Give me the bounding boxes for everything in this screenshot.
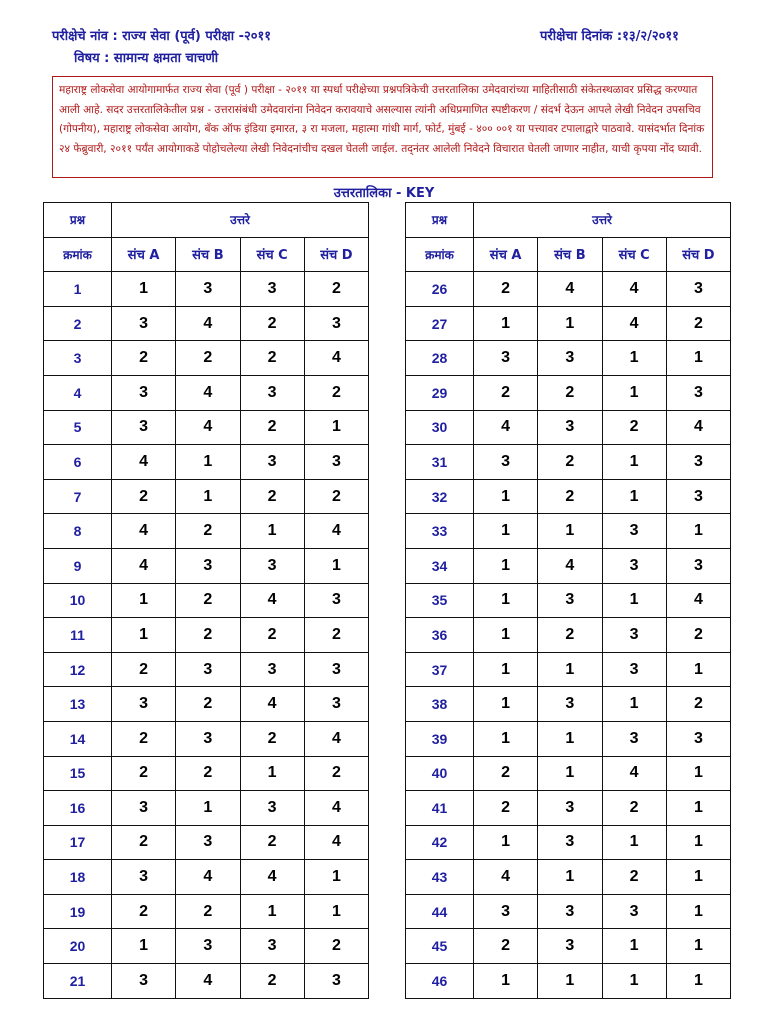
answer-rows-left (44, 272, 369, 998)
answer-set-b: 2 (176, 341, 240, 376)
answer-set-a: 3 (112, 410, 176, 445)
answer-set-a: 1 (474, 721, 538, 756)
answer-set-b: 1 (538, 652, 602, 687)
answer-set-b: 4 (176, 375, 240, 410)
answer-set-c: 3 (240, 548, 304, 583)
answer-set-d: 2 (666, 618, 730, 653)
answer-set-b: 1 (538, 860, 602, 895)
answer-set-d: 3 (304, 687, 368, 722)
set-a-header: संच A (474, 237, 538, 272)
question-number: 18 (44, 860, 112, 895)
table-row (406, 618, 731, 653)
table-row (44, 548, 369, 583)
answer-set-c: 1 (602, 583, 666, 618)
answer-set-d: 2 (666, 687, 730, 722)
answer-set-a: 3 (112, 860, 176, 895)
answer-set-b: 2 (176, 687, 240, 722)
answer-set-c: 2 (602, 860, 666, 895)
question-number: 38 (406, 687, 474, 722)
answer-set-a: 2 (474, 791, 538, 826)
answer-set-c: 4 (240, 583, 304, 618)
answer-set-b: 3 (538, 341, 602, 376)
table-row (44, 687, 369, 722)
answer-set-d: 4 (304, 514, 368, 549)
answer-set-a: 3 (474, 445, 538, 480)
question-number: 29 (406, 375, 474, 410)
answer-set-d: 1 (304, 410, 368, 445)
question-number: 14 (44, 721, 112, 756)
answer-set-b: 2 (176, 894, 240, 929)
answer-set-a: 2 (474, 929, 538, 964)
answer-set-d: 2 (304, 929, 368, 964)
question-number: 16 (44, 791, 112, 826)
answer-set-c: 3 (240, 791, 304, 826)
answer-key-title: उत्तरतालिका - KEY (333, 186, 435, 201)
answer-set-a: 2 (474, 756, 538, 791)
table-row (44, 375, 369, 410)
question-number: 36 (406, 618, 474, 653)
question-number: 20 (44, 929, 112, 964)
answer-set-a: 3 (112, 306, 176, 341)
table-row (44, 583, 369, 618)
answer-set-d: 2 (304, 479, 368, 514)
table-row (44, 756, 369, 791)
question-number: 45 (406, 929, 474, 964)
answer-set-c: 1 (602, 479, 666, 514)
table-row (44, 618, 369, 653)
answer-set-b: 3 (538, 687, 602, 722)
answer-set-c: 3 (240, 652, 304, 687)
answer-set-d: 4 (304, 791, 368, 826)
answer-set-b: 1 (176, 479, 240, 514)
answer-set-a: 4 (474, 410, 538, 445)
answer-set-d: 1 (304, 860, 368, 895)
answer-set-a: 1 (474, 583, 538, 618)
answer-set-a: 2 (112, 894, 176, 929)
answer-set-d: 2 (304, 375, 368, 410)
answer-set-d: 1 (304, 894, 368, 929)
answer-set-b: 3 (176, 652, 240, 687)
question-number: 3 (44, 341, 112, 376)
answer-set-c: 3 (240, 375, 304, 410)
answer-set-d: 4 (304, 825, 368, 860)
answer-set-b: 2 (538, 445, 602, 480)
answer-set-c: 1 (602, 964, 666, 999)
question-number: 5 (44, 410, 112, 445)
question-header: प्रश्न (44, 203, 112, 238)
answer-set-a: 1 (474, 548, 538, 583)
answer-set-a: 2 (112, 721, 176, 756)
set-b-header: संच B (176, 237, 240, 272)
answer-set-c: 3 (602, 514, 666, 549)
answer-set-a: 4 (112, 445, 176, 480)
table-row (44, 894, 369, 929)
answers-header: उत्तरे (474, 203, 731, 238)
answer-set-c: 2 (602, 791, 666, 826)
answer-set-b: 3 (538, 583, 602, 618)
answer-set-c: 3 (602, 652, 666, 687)
answer-set-b: 3 (176, 272, 240, 307)
answer-set-a: 2 (112, 341, 176, 376)
table-row (406, 583, 731, 618)
answer-set-a: 3 (112, 687, 176, 722)
answer-set-c: 2 (240, 721, 304, 756)
answer-set-c: 4 (602, 756, 666, 791)
answer-set-c: 2 (240, 825, 304, 860)
answer-set-b: 4 (176, 306, 240, 341)
table-row (406, 652, 731, 687)
answer-set-d: 4 (666, 583, 730, 618)
answer-set-d: 3 (304, 964, 368, 999)
answer-set-d: 3 (666, 548, 730, 583)
answer-set-b: 3 (538, 929, 602, 964)
answer-set-b: 2 (176, 583, 240, 618)
answer-set-b: 2 (176, 756, 240, 791)
answer-set-a: 2 (474, 375, 538, 410)
notice-box (52, 76, 713, 178)
answer-set-d: 1 (304, 548, 368, 583)
table-row (406, 445, 731, 480)
answer-set-b: 4 (176, 964, 240, 999)
answer-set-d: 1 (666, 860, 730, 895)
table-row (406, 756, 731, 791)
question-number: 6 (44, 445, 112, 480)
answer-set-b: 4 (176, 410, 240, 445)
answer-set-d: 3 (666, 272, 730, 307)
answer-set-a: 1 (112, 618, 176, 653)
answer-set-d: 1 (666, 756, 730, 791)
answer-set-d: 2 (666, 306, 730, 341)
question-header: प्रश्न (406, 203, 474, 238)
question-number: 46 (406, 964, 474, 999)
question-number: 21 (44, 964, 112, 999)
answer-set-c: 1 (240, 894, 304, 929)
answer-set-b: 1 (538, 514, 602, 549)
set-c-header: संच C (602, 237, 666, 272)
table-row (406, 894, 731, 929)
answer-set-a: 1 (474, 652, 538, 687)
answer-set-b: 2 (176, 618, 240, 653)
answer-set-b: 3 (538, 894, 602, 929)
table-row (406, 514, 731, 549)
answer-set-b: 4 (176, 860, 240, 895)
answer-set-a: 3 (112, 791, 176, 826)
answer-set-d: 3 (304, 306, 368, 341)
question-number: 9 (44, 548, 112, 583)
answer-set-d: 4 (304, 341, 368, 376)
table-row (406, 964, 731, 999)
question-number: 1 (44, 272, 112, 307)
answer-set-d: 2 (304, 618, 368, 653)
answer-set-a: 4 (474, 860, 538, 895)
answer-set-b: 3 (176, 825, 240, 860)
answer-set-a: 3 (474, 341, 538, 376)
answer-set-c: 1 (602, 445, 666, 480)
answer-set-c: 1 (602, 341, 666, 376)
table-row (406, 929, 731, 964)
answer-set-b: 2 (176, 514, 240, 549)
answer-set-b: 1 (538, 721, 602, 756)
question-number: 40 (406, 756, 474, 791)
answer-set-d: 3 (304, 652, 368, 687)
answer-set-d: 4 (304, 721, 368, 756)
table-row (406, 341, 731, 376)
table-row (44, 721, 369, 756)
question-number: 7 (44, 479, 112, 514)
table-row (44, 445, 369, 480)
answer-set-a: 2 (112, 652, 176, 687)
answer-set-b: 1 (176, 445, 240, 480)
answer-set-d: 1 (666, 964, 730, 999)
table-row (406, 687, 731, 722)
answer-set-b: 4 (538, 548, 602, 583)
answer-set-a: 2 (474, 272, 538, 307)
answer-set-a: 1 (474, 479, 538, 514)
table-row (406, 479, 731, 514)
table-row (44, 272, 369, 307)
answer-set-d: 3 (666, 375, 730, 410)
answer-set-c: 3 (602, 721, 666, 756)
question-number: 37 (406, 652, 474, 687)
question-number: 31 (406, 445, 474, 480)
answer-set-c: 2 (240, 341, 304, 376)
answer-set-b: 3 (176, 548, 240, 583)
table-row (44, 860, 369, 895)
answer-set-a: 1 (474, 825, 538, 860)
table-row (44, 514, 369, 549)
answer-set-b: 1 (538, 306, 602, 341)
answer-set-c: 3 (240, 445, 304, 480)
set-b-header: संच B (538, 237, 602, 272)
answer-set-b: 4 (538, 272, 602, 307)
answer-set-a: 4 (112, 548, 176, 583)
question-number: 41 (406, 791, 474, 826)
table-row (406, 548, 731, 583)
answer-set-d: 3 (666, 721, 730, 756)
answer-set-b: 1 (176, 791, 240, 826)
answer-set-d: 3 (304, 445, 368, 480)
answer-set-a: 1 (474, 687, 538, 722)
question-number: 30 (406, 410, 474, 445)
table-row (406, 306, 731, 341)
table-row (44, 791, 369, 826)
question-number: 26 (406, 272, 474, 307)
answer-key-table-left (43, 202, 369, 999)
table-row (406, 721, 731, 756)
answer-set-c: 3 (240, 272, 304, 307)
answer-set-d: 3 (666, 479, 730, 514)
answer-key-table-right (405, 202, 731, 999)
table-row (44, 479, 369, 514)
answer-set-c: 2 (240, 306, 304, 341)
table-row (406, 825, 731, 860)
answer-set-a: 2 (112, 756, 176, 791)
table-row (406, 860, 731, 895)
table-row (406, 791, 731, 826)
answer-set-c: 4 (602, 272, 666, 307)
table-row (44, 410, 369, 445)
number-header: क्रमांक (44, 237, 112, 272)
question-number: 28 (406, 341, 474, 376)
answer-set-c: 4 (240, 687, 304, 722)
table-row (406, 272, 731, 307)
answer-set-a: 3 (474, 894, 538, 929)
table-row (44, 964, 369, 999)
question-number: 43 (406, 860, 474, 895)
exam-date: परीक्षेचा दिनांक :१३/२/२०११ (540, 29, 679, 44)
answer-set-d: 3 (304, 583, 368, 618)
answer-set-c: 2 (602, 410, 666, 445)
set-d-header: संच D (304, 237, 368, 272)
answer-set-c: 3 (602, 618, 666, 653)
question-number: 15 (44, 756, 112, 791)
question-number: 19 (44, 894, 112, 929)
answer-set-d: 1 (666, 791, 730, 826)
set-c-header: संच C (240, 237, 304, 272)
table-row (44, 652, 369, 687)
table-row (44, 929, 369, 964)
answer-set-a: 1 (112, 583, 176, 618)
answer-set-c: 3 (602, 894, 666, 929)
answer-set-a: 1 (474, 306, 538, 341)
answer-set-b: 3 (538, 410, 602, 445)
question-number: 44 (406, 894, 474, 929)
answer-set-d: 1 (666, 929, 730, 964)
answer-set-d: 3 (666, 445, 730, 480)
question-number: 39 (406, 721, 474, 756)
answer-set-d: 1 (666, 652, 730, 687)
answer-set-b: 3 (176, 721, 240, 756)
table-row (44, 341, 369, 376)
answer-set-a: 3 (112, 375, 176, 410)
exam-name: परीक्षेचे नांव : राज्य सेवा (पूर्व) परीक्षा -२०११ (52, 29, 272, 44)
table-row (406, 410, 731, 445)
answer-set-b: 1 (538, 756, 602, 791)
answer-set-d: 2 (304, 756, 368, 791)
answer-set-c: 4 (240, 860, 304, 895)
question-number: 42 (406, 825, 474, 860)
answer-set-c: 2 (240, 964, 304, 999)
table-row (406, 375, 731, 410)
answer-set-d: 1 (666, 341, 730, 376)
answer-set-c: 1 (602, 929, 666, 964)
question-number: 27 (406, 306, 474, 341)
question-number: 10 (44, 583, 112, 618)
answer-set-c: 3 (602, 548, 666, 583)
answer-set-b: 2 (538, 618, 602, 653)
question-number: 2 (44, 306, 112, 341)
question-number: 4 (44, 375, 112, 410)
answer-set-b: 3 (538, 791, 602, 826)
answer-set-c: 1 (240, 514, 304, 549)
set-d-header: संच D (666, 237, 730, 272)
question-number: 8 (44, 514, 112, 549)
answer-set-d: 1 (666, 514, 730, 549)
table-row (44, 306, 369, 341)
question-number: 17 (44, 825, 112, 860)
question-number: 35 (406, 583, 474, 618)
answer-set-c: 2 (240, 618, 304, 653)
answer-set-c: 2 (240, 479, 304, 514)
answer-set-a: 1 (112, 929, 176, 964)
answer-set-b: 2 (538, 479, 602, 514)
answer-set-b: 3 (538, 825, 602, 860)
answer-set-c: 1 (602, 687, 666, 722)
answer-set-b: 2 (538, 375, 602, 410)
answer-set-a: 1 (112, 272, 176, 307)
answer-set-c: 2 (240, 410, 304, 445)
answer-set-a: 3 (112, 964, 176, 999)
answer-set-a: 1 (474, 618, 538, 653)
question-number: 32 (406, 479, 474, 514)
answer-set-d: 2 (304, 272, 368, 307)
question-number: 34 (406, 548, 474, 583)
answer-set-a: 1 (474, 514, 538, 549)
answer-rows-right (406, 272, 731, 998)
notice-text: महाराष्ट्र लोकसेवा आयोगामार्फत राज्य सेवा (पूर्व ) परीक्षा - २०११ या स्पर्धा परीक्षेच्या प्रश्नपत्रिकेची उत्तरतालिका उमेदवारांच्या माहितीसाठी संकेतस्थळावर प्रसिद्ध करण्यात आली आहे. सदर उत्तरतालिकेतील प्रश्न - उत्तरासंबंधी उमेदवारांना निवेदन करावयाचे असल्यास त्यांनी अधिप्रमाणित स्पष्टीकरण / संदर्भ देऊन आपले लेखी निवेदन उपसचिव (गोपनीय), महाराष्ट्र लोकसेवा आयोग, बँक ऑफ इंडिया इमारत, ३ रा मजला, महात्मा गांधी मार्ग, फोर्ट, मुंबई - ४०० ००१ या पत्त्यावर टपालाद्वारे पाठवावे. यासंदर्भात दिनांक २४ फेब्रुवारी, २०११ पर्यंत आयोगाकडे पोहोचलेल्या लेखी निवेदनांचीच दखल घेतली जाईल. तद्नंतर आलेली निवेदने विचारात घेतली जाणार नाहीत, याची कृपया नोंद घ्यावी. (59, 84, 705, 155)
question-number: 11 (44, 618, 112, 653)
answer-set-c: 4 (602, 306, 666, 341)
answer-set-d: 1 (666, 894, 730, 929)
answer-set-b: 3 (176, 929, 240, 964)
set-a-header: संच A (112, 237, 176, 272)
question-number: 33 (406, 514, 474, 549)
answer-set-d: 4 (666, 410, 730, 445)
answer-set-c: 1 (602, 375, 666, 410)
answers-header: उत्तरे (112, 203, 369, 238)
answer-set-a: 4 (112, 514, 176, 549)
answer-set-c: 3 (240, 929, 304, 964)
question-number: 13 (44, 687, 112, 722)
answer-set-b: 1 (538, 964, 602, 999)
exam-subject: विषय : सामान्य क्षमता चाचणी (74, 51, 219, 66)
answer-set-a: 2 (112, 479, 176, 514)
answer-set-c: 1 (240, 756, 304, 791)
answer-set-a: 2 (112, 825, 176, 860)
answer-set-c: 1 (602, 825, 666, 860)
answer-set-a: 1 (474, 964, 538, 999)
question-number: 12 (44, 652, 112, 687)
number-header: क्रमांक (406, 237, 474, 272)
answer-set-d: 1 (666, 825, 730, 860)
table-row (44, 825, 369, 860)
